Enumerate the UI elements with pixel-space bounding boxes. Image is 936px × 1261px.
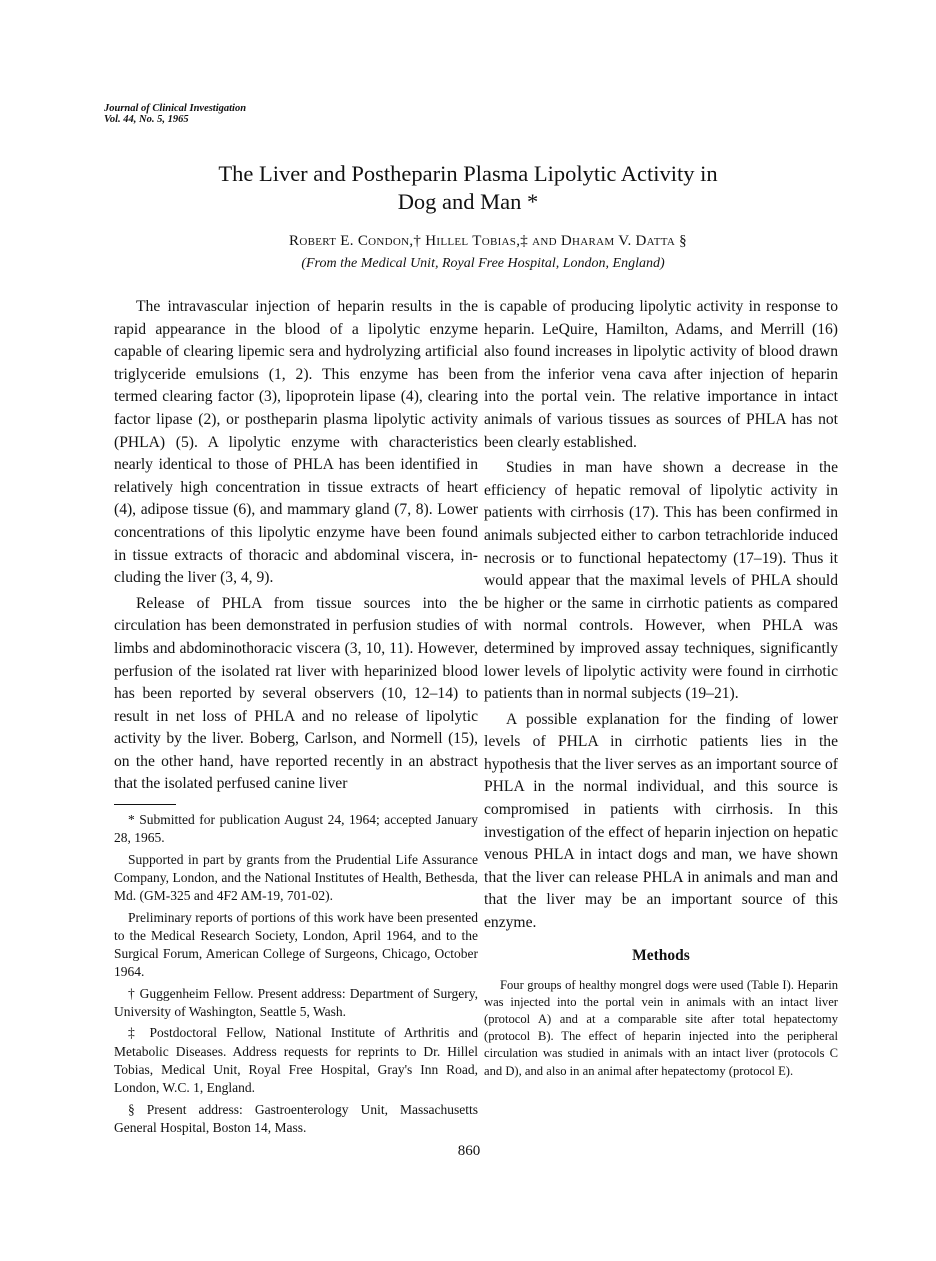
methods-paragraph: Four groups of healthy mongrel dogs were used (Table I). Heparin was injected into the portal vein in animals with an intact liver (protocol A) and at a comparable site after total hepatectomy (protocol B). The effect of heparin injected into the peripheral circulation was studied in animals with an intact liver (protocols C and D), and also in an animal after hepatectomy (protocol E). xyxy=(484,977,838,1078)
page-number: 860 xyxy=(457,1143,481,1159)
article-title xyxy=(0,160,936,216)
footnote: ‡ Postdoctoral Fellow, National Institute of Arthritis and Metabolic Diseases. Address requests for reprints to Dr. Hillel Tobias, Medical Unit, Royal Free Hospital, Gray's Inn Road, London, W.C. 1, England. xyxy=(114,1025,478,1096)
body-paragraph: Release of PHLA from tissue sources into the circulation has been demonstrated in perfusion studies of limbs and abdominothoracic viscera (3, 10, 11). However, perfusion of the isolated rat liver with heparinized blood has been reported by several observers (10, 12–14) to result in net loss of PHLA and no release of lipolytic activity by the liver. Boberg, Carlson, and Normell (15), on the other hand, have reported recently in an abstract that the isolated perfused canine liver xyxy=(114,594,478,793)
body-paragraph: Studies in man have shown a decrease in the efficiency of hepatic removal of lipolytic activity in patients with cirrhosis (17). This has been confirmed in animals subjected either to carbon tetrachloride induced necrosis or to functional hepatectomy (17–19). Thus it would appear that the maximal levels of PHLA should be higher or the same in cirrhotic patients as compared with normal controls. However, when PHLA was determined by improved assay techniques, significantly lower levels of lipolytic activity were found in cirrhotic patients than in normal subjects (19–21). xyxy=(484,459,838,703)
footnote: * Submitted for publication August 24, 1964; accepted January 28, 1965. xyxy=(114,812,478,846)
body-paragraph: is capable of producing lipolytic activity in response to heparin. LeQuire, Hamilton, Adams, and Merrill (16) also found increases in lipolytic activity of blood drawn from the inferior vena cava after injection of heparin into the portal vein. The relative importance in intact animals of various tissues as sources of PHLA has not been clearly established. xyxy=(484,298,838,451)
left-column xyxy=(114,296,478,1140)
footnote: † Guggenheim Fellow. Present address: Department of Surgery, University of Washington, Seattle 5, Wash. xyxy=(114,985,478,1020)
footnote: § Present address: Gastroenterology Unit, Massachusetts General Hospital, Boston 14, Mass. xyxy=(114,1101,478,1135)
footnote: Preliminary reports of portions of this work have been presented to the Medical Research Society, London, April 1964, and to the Surgical Forum, American College of Surgeons, Chicago, October 1964. xyxy=(114,909,478,980)
title-line-1: The Liver and Postheparin Plasma Lipolytic Activity in xyxy=(218,161,718,186)
journal-citation xyxy=(104,103,246,125)
footnote: Supported in part by grants from the Prudential Life Assurance Company, London, and the National Institutes of Health, Bethesda, Md. (GM-325 and 4F2 AM-19, 701-02). xyxy=(114,851,478,904)
authors: Robert E. Condon,† Hillel Tobias,‡ and Dharam V. Datta § xyxy=(289,233,687,249)
body-paragraph: The intravascular injection of heparin results in the rapid appearance in the blood of a lipolytic enzyme capable of clearing lipemic sera and hydrolyzing artificial triglyceride emulsions (1, 2). This enzyme has been termed clearing factor (3), lipoprotein lipase (4), clearing factor lipase (2), or postheparin plasma lipolytic activity (PHLA) (5). A lipolytic enzyme with characteristics nearly identical to those of PHLA has been identified in relatively high concentration in tissue extracts of heart (4), adipose tissue (6), and mammary gland (7, 8). Lower concentrations of this lipolytic enzyme have been found in tissue extracts of thoracic and abdominal viscera, including the liver (3, 4, 9). xyxy=(114,298,478,587)
journal-volume: Vol. 44, No. 5, 1965 xyxy=(104,114,189,125)
footnote-divider xyxy=(114,804,176,805)
body-paragraph: A possible explanation for the finding of lower levels of PHLA in cirrhotic patients lies in the hypothesis that the liver serves as an important source of PHLA in the normal individual, and this source is compromised in patients with cirrhosis. In this investigation of the effect of heparin injection on hepatic venous PHLA in intact dogs and man, we have shown that the liver can release PHLA in animals and man and that the liver may be an important source of this enzyme. xyxy=(484,710,838,932)
title-line-2: Dog and Man * xyxy=(397,189,539,214)
section-heading-methods: Methods xyxy=(632,946,690,964)
affiliation: (From the Medical Unit, Royal Free Hospital, London, England) xyxy=(301,256,665,271)
journal-name: Journal of Clinical Investigation xyxy=(104,103,247,114)
right-column xyxy=(484,296,838,1080)
